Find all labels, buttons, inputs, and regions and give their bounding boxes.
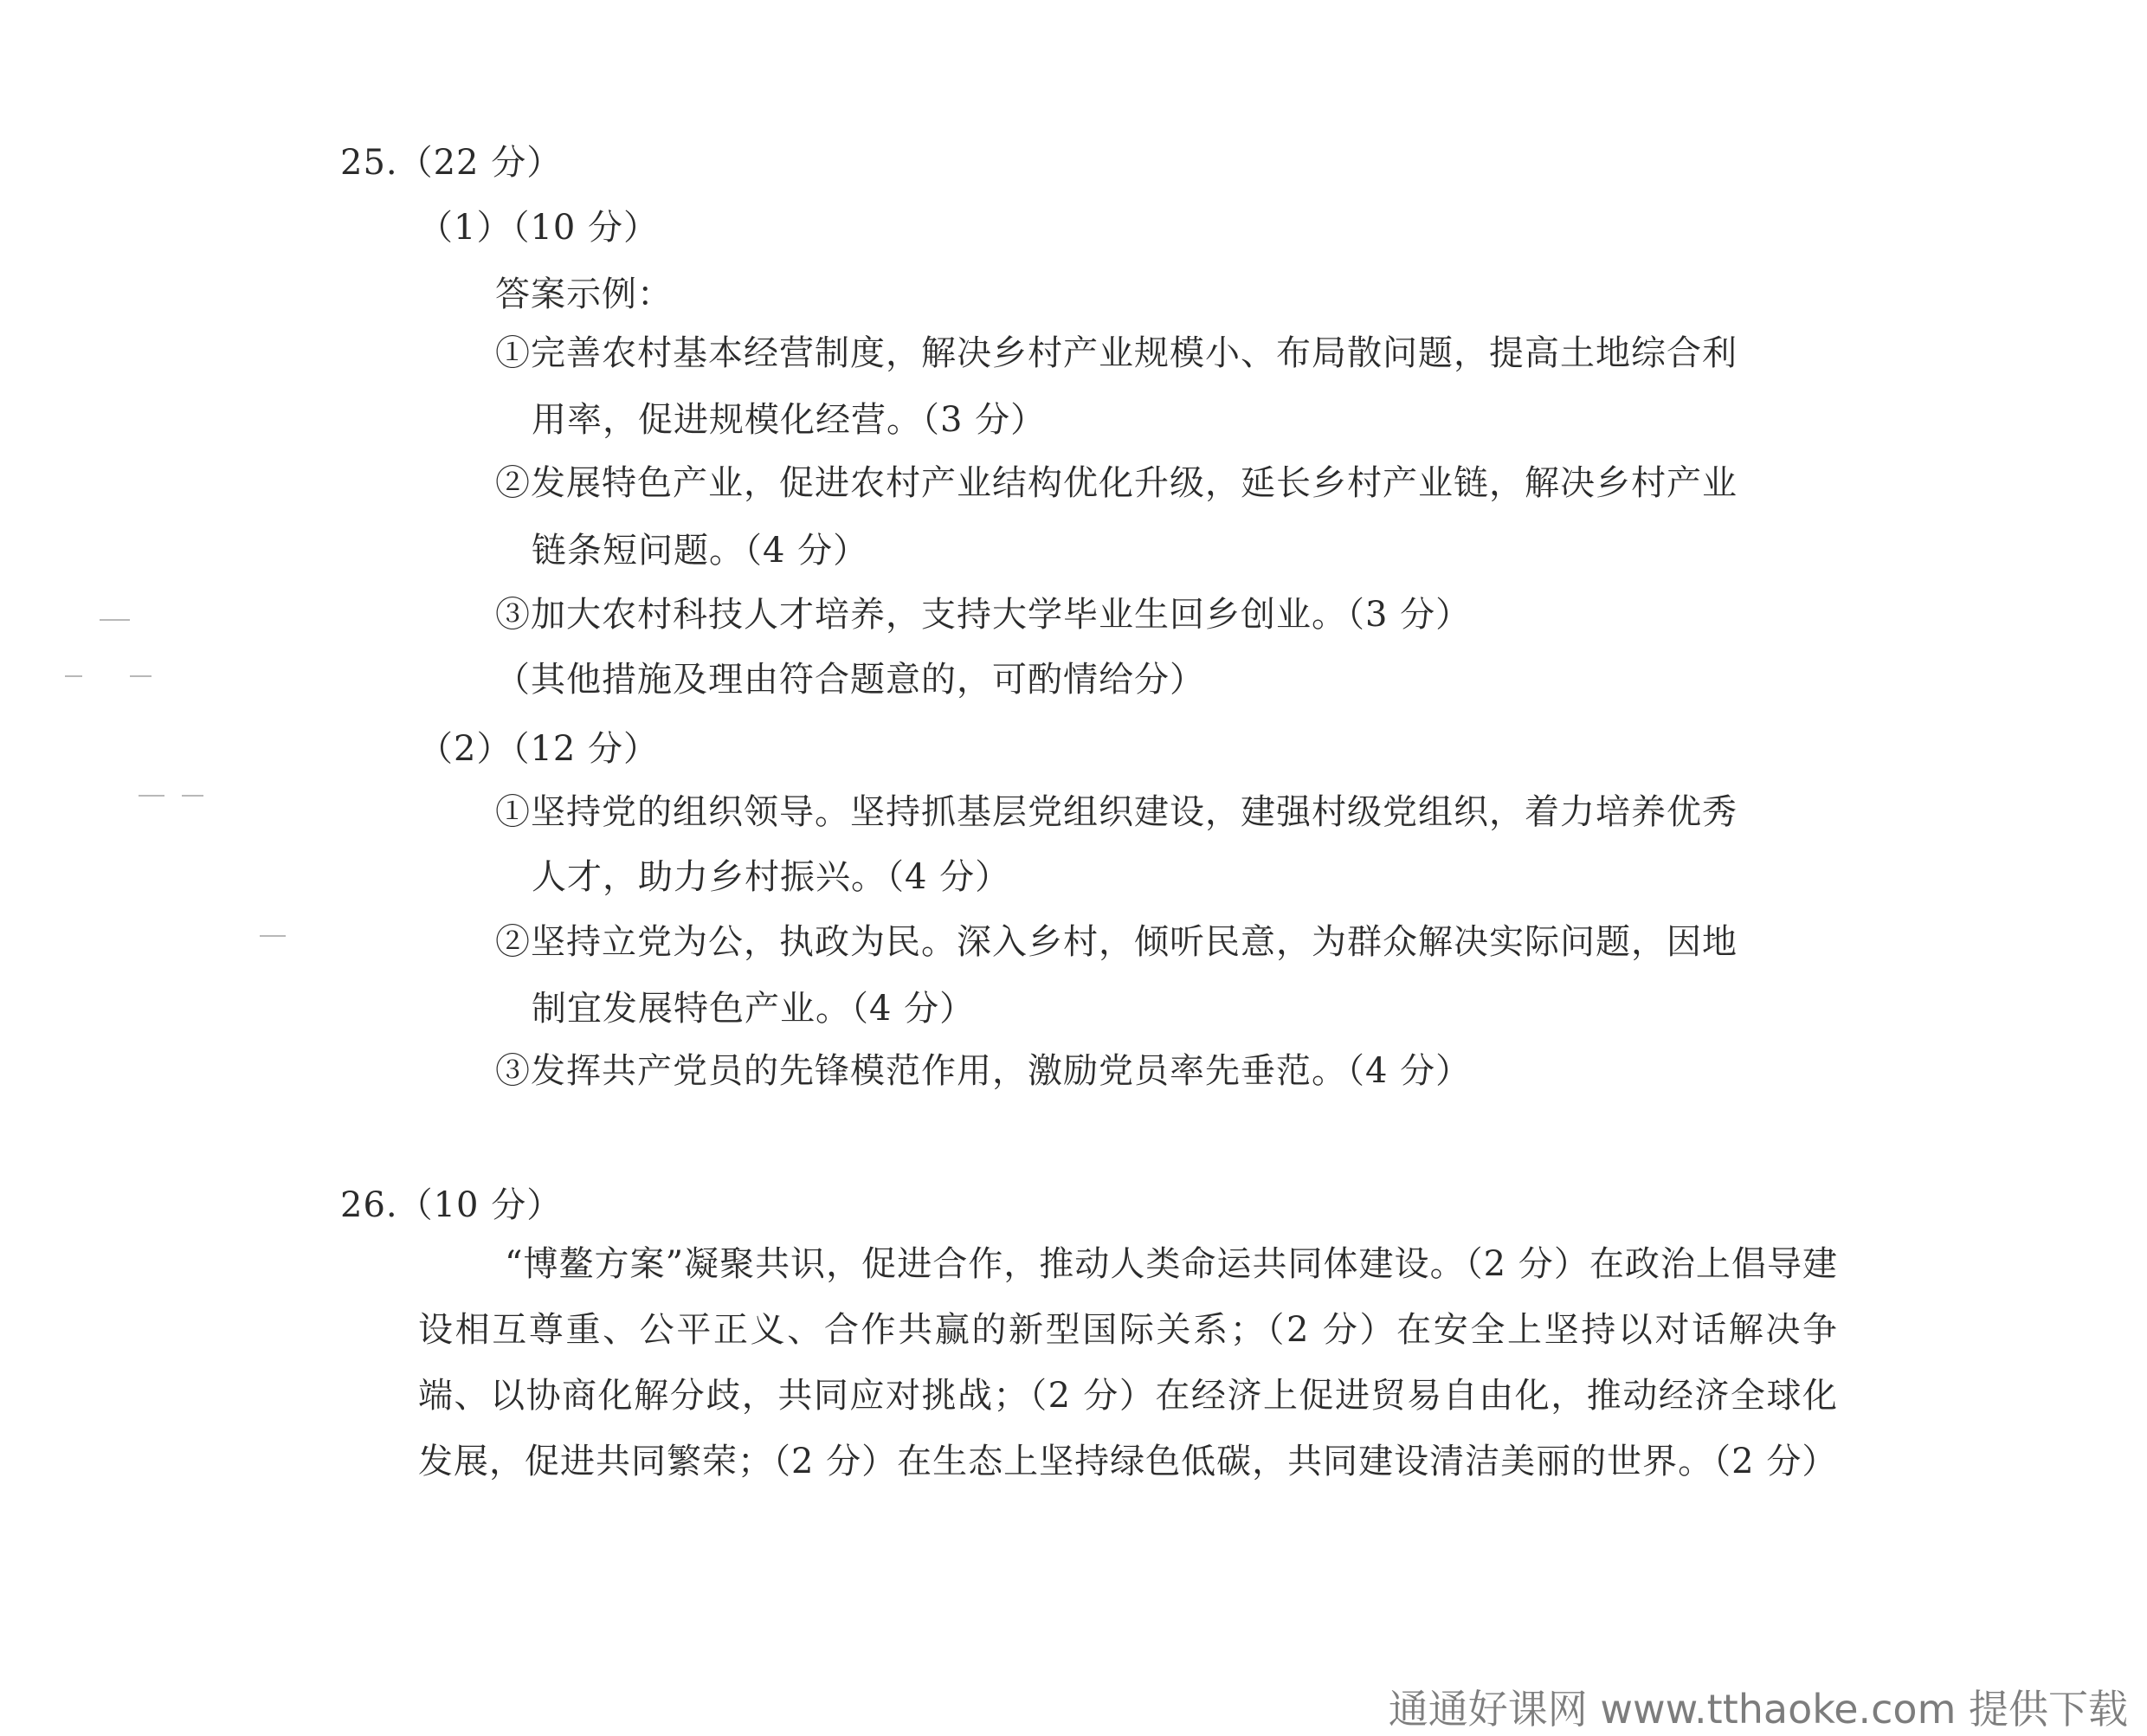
scan-speck: [100, 619, 130, 621]
part1-note: （其他措施及理由符合题意的，可酌情给分）: [495, 660, 1205, 700]
part2-item1-line1: ①坚持党的组织领导。坚持抓基层党组织建设，建强村级党组织，着力培养优秀: [495, 792, 1738, 832]
part1-item1-line2: 用率，促进规模化经营。（3 分）: [532, 400, 1047, 440]
scan-speck: [182, 795, 203, 797]
part1-item3: ③加大农村科技人才培养，支持大学毕业生回乡创业。（3 分）: [495, 595, 1472, 635]
question-26-answer-text: “博鳌方案”凝聚共识，促进合作，推动人类命运共同体建设。（2 分）在政治上倡导建设相互尊重、公平正义、合作共赢的新型国际关系；（2 分）在安全上坚持以对话解决争端、以协商化解分歧，共同应对挑战；（2 分）在经济上促进贸易自由化，推动经济全球化发展，促进共同繁荣；（2 分）在生态上坚持绿色低碳，共同建设清洁美丽的世界。（2 分）: [418, 1244, 1838, 1481]
part1-item1-line1: ①完善农村基本经营制度，解决乡村产业规模小、布局散问题，提高土地综合利: [495, 333, 1738, 373]
question-26-heading: 26.（10 分）: [340, 1185, 563, 1225]
scan-speck: [260, 935, 286, 937]
part2-item1-line2: 人才，助力乡村振兴。（4 分）: [532, 857, 1011, 897]
part1-item2-line1: ②发展特色产业，促进农村产业结构优化升级，延长乡村产业链，解决乡村产业: [495, 463, 1738, 503]
question-25-heading: 25.（22 分）: [340, 143, 563, 183]
question-25-part2-heading: （2）（12 分）: [418, 729, 660, 769]
part1-item2-line2: 链条短问题。（4 分）: [532, 531, 869, 571]
question-25-part1-heading: （1）（10 分）: [418, 208, 660, 248]
part2-item2-line1: ②坚持立党为公，执政为民。深入乡村，倾听民意，为群众解决实际问题，因地: [495, 922, 1738, 962]
part2-item2-line2: 制宜发展特色产业。（4 分）: [532, 989, 976, 1029]
watermark-text: 通通好课网 www.tthaoke.com 提供下载: [1388, 1686, 2128, 1733]
part2-item3: ③发挥共产党员的先锋模范作用，激励党员率先垂范。（4 分）: [495, 1051, 1472, 1091]
scan-speck: [65, 675, 82, 677]
scan-speck: [130, 675, 152, 677]
answer-example-label: 答案示例：: [495, 274, 673, 314]
scan-speck: [139, 795, 164, 797]
question-26-answer-paragraph: [418, 1231, 1838, 1494]
